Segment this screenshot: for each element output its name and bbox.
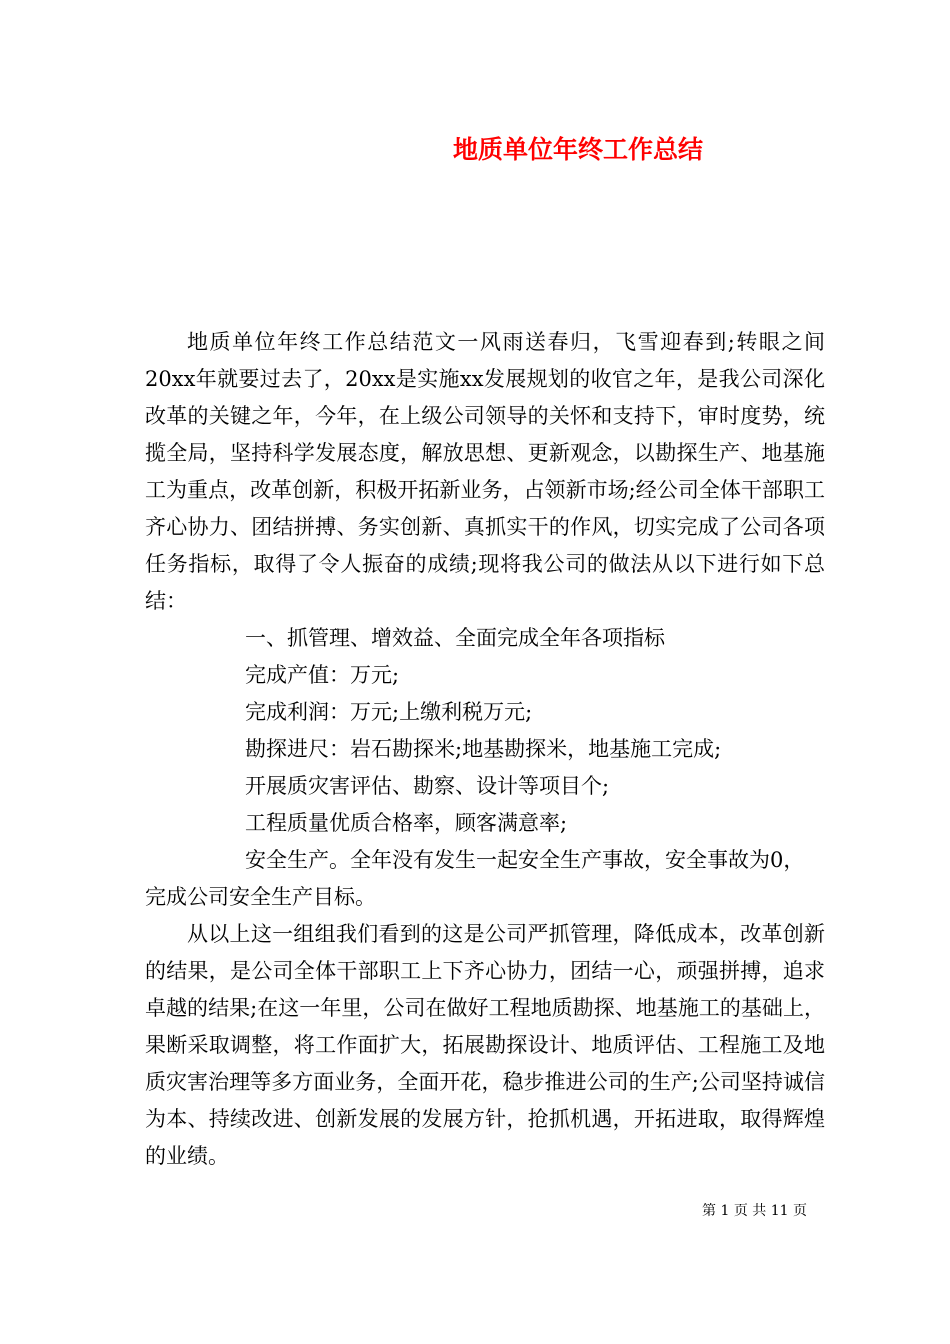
- closing-paragraph: 从以上这一组组我们看到的这是公司严抓管理，降低成本，改革创新的结果，是公司全体干部职工上下齐心协力，团结一心，顽强拼搏，追求卓越的结果;在这一年里，公司在做好工程地质勘探、地基施工的基础上，果断采取调整，将工作面扩大，拓展勘探设计、地质评估、工程施工及地质灾害治理等多方面业务，全面开花，稳步推进公司的生产;公司坚持诚信为本、持续改进、创新发展的发展方针，抢抓机遇，开拓进取，取得辉煌的业绩。: [145, 922, 825, 1168]
- list-item: 安全生产。全年没有发生一起安全生产事故，安全事故为0，完成公司安全生产目标。: [145, 848, 805, 909]
- intro-paragraph: 地质单位年终工作总结范文一风雨送春归，飞雪迎春到;转眼之间20xx年就要过去了，20xx是实施xx发展规划的收官之年，是我公司深化改革的关键之年，今年，在上级公司领导的关怀和支持下，审时度势，统揽全局，坚持科学发展态度，解放思想、更新观念，以勘探生产、地基施工为重点，改革创新，积极开拓新业务，占领新市场;经公司全体干部职工齐心协力、团结拼搏、务实创新、真抓实干的作风，切实完成了公司各项任务指标，取得了令人振奋的成绩;现将我公司的做法从以下进行如下总结：: [145, 330, 825, 613]
- document-title: 地质单位年终工作总结: [452, 135, 703, 164]
- list-item: 开展质灾害评估、勘察、设计等项目个;: [245, 774, 610, 798]
- list-item: 工程质量优质合格率，顾客满意率;: [245, 811, 568, 835]
- list-item: 完成产值：万元;: [245, 663, 400, 687]
- page-number: 第 1 页 共 11 页: [702, 1203, 807, 1219]
- section-heading: 一、抓管理、增效益、全面完成全年各项指标: [245, 626, 665, 650]
- list-item: 勘探进尺：岩石勘探米;地基勘探米，地基施工完成;: [245, 737, 722, 761]
- list-item: 完成利润：万元;上缴利税万元;: [245, 700, 533, 724]
- document-body: [145, 324, 825, 1175]
